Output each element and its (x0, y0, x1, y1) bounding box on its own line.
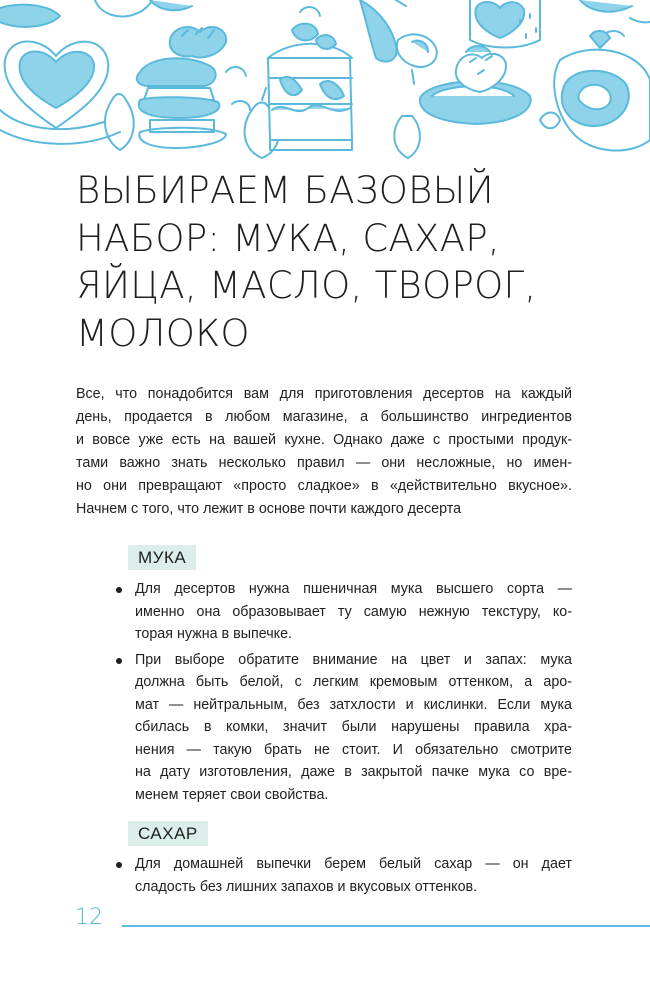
list-item-line: менем теряет свои свойства. (135, 786, 329, 803)
title-line: НАБОР: МУКА, САХАР, (76, 216, 500, 260)
title-line: ВЫБИРАЕМ БАЗОВЫЙ (76, 169, 494, 212)
paragraph-line: и вовсе уже есть на вашей кухне. Однако даже с простыми продук- (76, 432, 572, 448)
section-heading-flour: МУКА (128, 545, 196, 570)
section-heading-sugar: САХАР (128, 821, 208, 846)
paragraph-line: тами важно знать несколько правил — они несложные, но имен- (76, 455, 572, 471)
bullet-icon (116, 587, 122, 593)
list-item-line: мат — нейтральным, без затхлости и кислинки. Если мука (135, 696, 572, 713)
paragraph-line: но они превращают «просто сладкое» в «действительно вкусное». (76, 478, 572, 494)
dessert-doodles-illustration (0, 0, 650, 165)
footer-divider (122, 925, 650, 927)
list-item-line: Для домашней выпечки берем белый сахар — он дает (135, 856, 572, 872)
list-item-line: именно она образовывает ту самую нежную текстуру, ко- (135, 603, 572, 620)
chapter-title (76, 167, 596, 357)
title-line: ЯЙЦА, МАСЛО, ТВОРОГ, (76, 264, 537, 307)
page-number: 12 (75, 905, 103, 930)
paragraph-line: день, продается в любом магазине, а большинство ингредиентов (76, 409, 572, 425)
list-item-line: нения — такую брать не стоит. И обязательно смотрите (135, 741, 572, 758)
list-item-line: на дату изготовления, даже в закрытой пачке мука со вре- (135, 764, 572, 780)
paragraph-line: Все, что понадобится вам для приготовления десертов на каждый (76, 386, 572, 402)
list-item-line: Для десертов нужна пшеничная мука высшего сорта — (135, 581, 572, 597)
bullet-icon (116, 862, 122, 868)
list-item-line: должна быть белой, с легким кремовым оттенком, а аро- (135, 674, 572, 690)
list-item-line: сбилась в комки, значит были нарушены правила хра- (135, 719, 572, 735)
list-item-line: торая нужна в выпечке. (135, 626, 292, 642)
flour-bullet-list (110, 578, 572, 806)
bullet-icon (116, 658, 122, 664)
title-line: МОЛОКО (76, 311, 250, 355)
list-item-line: сладость без лишних запахов и вкусовых оттенков. (135, 878, 478, 895)
list-item (110, 853, 572, 898)
list-item (110, 578, 572, 646)
paragraph-line: Начнем с того, что лежит в основе почти каждого десерта (76, 501, 462, 517)
list-item-line: При выборе обратите внимание на цвет и запах: мука (135, 651, 572, 668)
intro-paragraph (76, 383, 572, 521)
list-item (110, 649, 572, 807)
sugar-bullet-list (110, 853, 572, 898)
